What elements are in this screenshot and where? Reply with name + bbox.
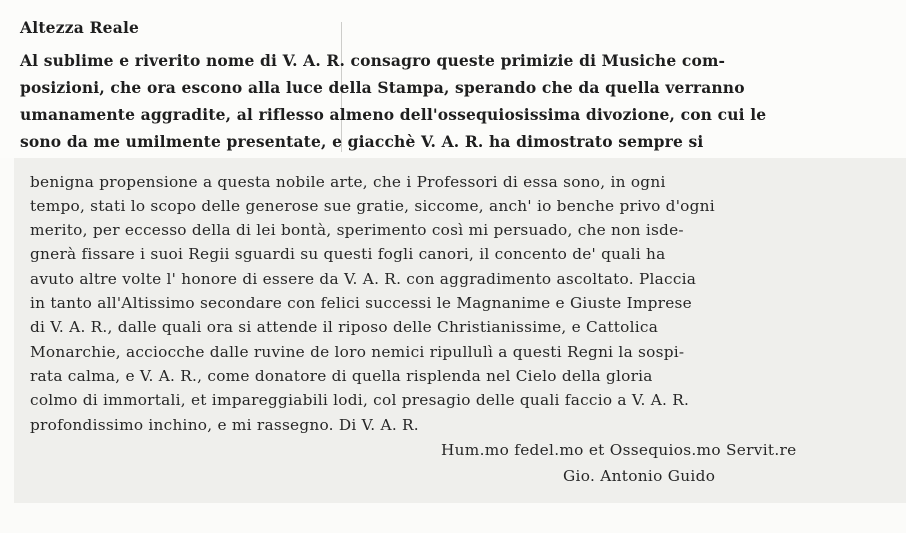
text-line: posizioni, che ora escono alla luce della Stampa, sperando che da quella verranno [20,78,745,97]
text-line: in tanto all'Altissimo secondare con felici successi le Magnanime e Giuste Imprese [30,294,692,312]
salutation-heading: Altezza Reale [20,18,140,37]
text-line: sono da me umilmente presentate, e giacchè V. A. R. ha dimostrato sempre si [20,132,704,151]
text-line: gnerà fissare i suoi Regii sguardi su questi fogli canori, il concento de' quali ha [30,245,666,263]
signature-name: Gio. Antonio Guido [563,467,716,485]
text-line: di V. A. R., dalle quali ora si attende il riposo delle Christianissime, e Cattolica [30,318,659,336]
text-line: avuto altre volte l' honore di essere da V. A. R. con aggradimento ascoltato. Placcia [30,270,697,288]
text-line: benigna propensione a questa nobile arte, che i Professori di essa sono, in ogni [30,173,666,191]
text-line: colmo di immortali, et impareggiabili lodi, col presagio delle quali faccio a V. A. R. [30,391,690,409]
text-line: umanamente aggradite, al riflesso almeno dell'ossequiosissima divozione, con cui le [20,105,767,124]
text-line: merito, per eccesso della di lei bontà, sperimento così mi persuado, che non isde- [30,221,684,239]
text-line: profondissimo inchino, e mi rassegno. Di V. A. R. [30,416,419,434]
text-line: Monarchie, acciocche dalle ruvine de loro nemici ripullulì a questi Regni la sospi- [30,343,685,361]
signature-closing: Hum.mo fedel.mo et Ossequios.mo Servit.re [441,441,797,459]
text-line: tempo, stati lo scopo delle generose sue gratie, siccome, anch' io benche privo d'ogni [30,197,715,215]
text-line: rata calma, e V. A. R., come donatore di quella risplenda nel Cielo della gloria [30,367,653,385]
text-line: Al sublime e riverito nome di V. A. R. consagro queste primizie di Musiche com- [20,51,726,70]
